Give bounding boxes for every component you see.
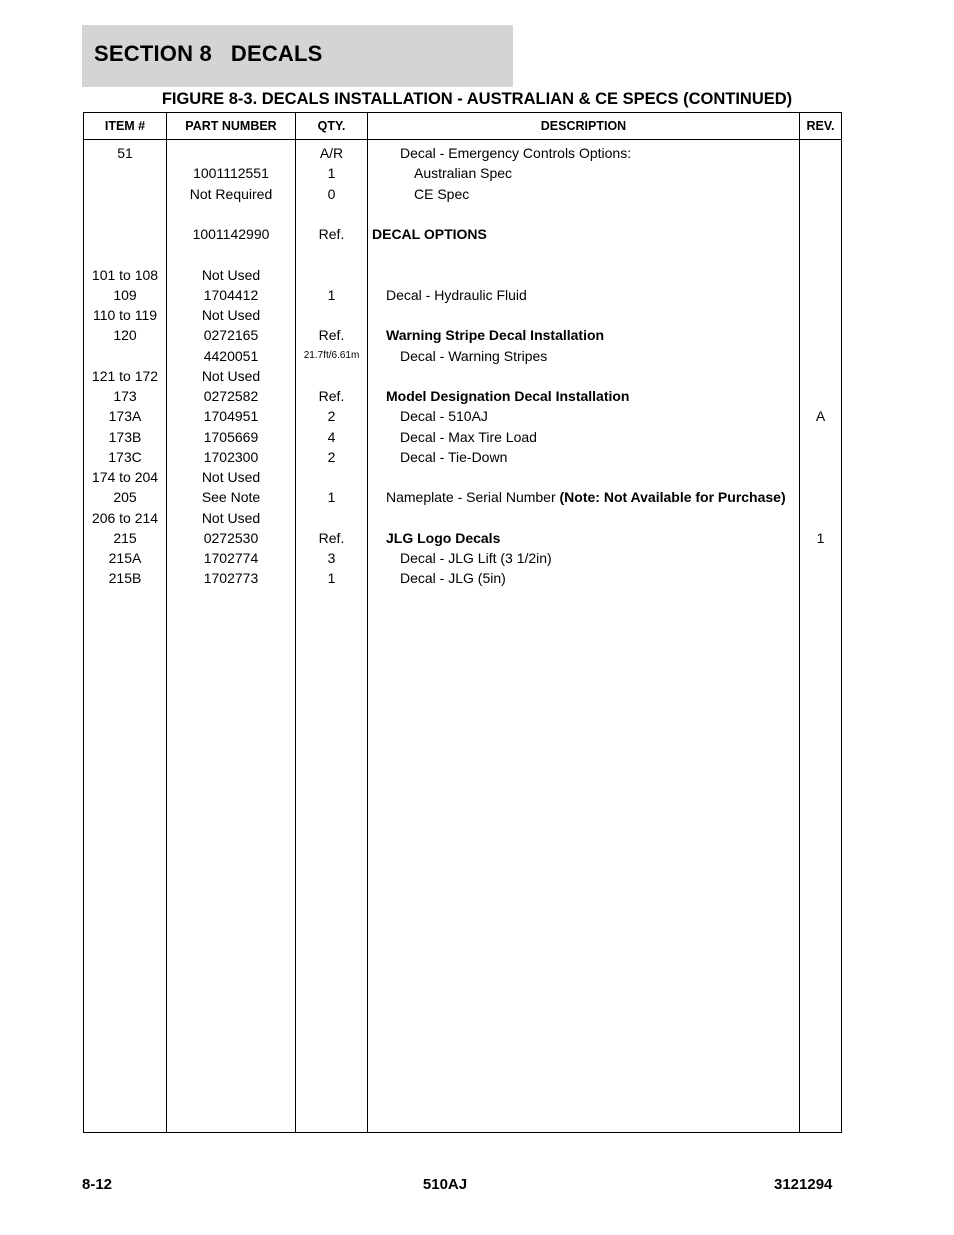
cell-qty: Ref. (296, 386, 368, 406)
footer-doc-number: 3121294 (774, 1176, 833, 1193)
cell-qty (296, 305, 368, 325)
header-item: ITEM # (84, 113, 167, 140)
cell-rev (800, 265, 842, 285)
cell-rev (800, 447, 842, 467)
cell-part-number: 0272530 (167, 528, 296, 548)
cell-item: 120 (84, 325, 167, 345)
cell-rev (800, 508, 842, 528)
cell-qty: 4 (296, 427, 368, 447)
cell-description (368, 184, 800, 204)
cell-rev (800, 244, 842, 264)
cell-part-number (167, 140, 296, 164)
cell-description (368, 140, 800, 164)
description-text: CE Spec (414, 185, 470, 202)
table-row (84, 568, 842, 588)
footer-model: 510AJ (422, 1176, 468, 1193)
description-text: Nameplate - Serial Number (386, 489, 560, 506)
description-text: Decal - Warning Stripes (400, 347, 548, 364)
cell-part-number: 0272582 (167, 386, 296, 406)
cell-description (368, 406, 800, 426)
table-row (84, 487, 842, 507)
cell-part-number: Not Required (167, 184, 296, 204)
section-title: SECTION 8 DECALS (94, 41, 323, 66)
cell-rev (800, 224, 842, 244)
table-row (84, 204, 842, 224)
cell-description (368, 427, 800, 447)
cell-item: 215B (84, 568, 167, 588)
cell-rev (800, 140, 842, 164)
cell-item (84, 204, 167, 224)
filler-cell (800, 589, 842, 1133)
cell-item: 205 (84, 487, 167, 507)
header-part-number: PART NUMBER (167, 113, 296, 140)
filler-cell (368, 589, 800, 1133)
cell-part-number: 1001112551 (167, 163, 296, 183)
cell-part-number: 0272165 (167, 325, 296, 345)
table-row (84, 140, 842, 164)
table-row (84, 265, 842, 285)
cell-qty: 1 (296, 163, 368, 183)
cell-description (368, 346, 800, 366)
description-text: Decal - JLG Lift (3 1/2in) (400, 550, 552, 567)
cell-item: 173A (84, 406, 167, 426)
cell-rev (800, 366, 842, 386)
cell-description (368, 244, 800, 264)
filler-cell (296, 589, 368, 1133)
cell-item (84, 184, 167, 204)
cell-rev: A (800, 406, 842, 426)
table-filler-row (84, 589, 842, 1133)
cell-qty: 1 (296, 285, 368, 305)
cell-rev (800, 285, 842, 305)
cell-item (84, 244, 167, 264)
cell-item: 173 (84, 386, 167, 406)
table-row (84, 285, 842, 305)
table-row (84, 467, 842, 487)
cell-part-number (167, 244, 296, 264)
cell-item: 121 to 172 (84, 366, 167, 386)
cell-description (368, 386, 800, 406)
table-row (84, 528, 842, 548)
table-row (84, 386, 842, 406)
table-row (84, 548, 842, 568)
cell-qty: 1 (296, 487, 368, 507)
table-row (84, 224, 842, 244)
cell-description (368, 487, 800, 507)
cell-item: 173C (84, 447, 167, 467)
section-banner (82, 25, 513, 87)
cell-qty: Ref. (296, 224, 368, 244)
table-row (84, 346, 842, 366)
cell-qty: Ref. (296, 325, 368, 345)
cell-item: 215A (84, 548, 167, 568)
cell-qty (296, 366, 368, 386)
cell-description (368, 447, 800, 467)
parts-table (83, 112, 842, 1133)
cell-item: 110 to 119 (84, 305, 167, 325)
cell-item: 101 to 108 (84, 265, 167, 285)
cell-qty (296, 265, 368, 285)
cell-part-number: 1705669 (167, 427, 296, 447)
cell-description (368, 366, 800, 386)
description-text: JLG Logo Decals (386, 529, 501, 546)
cell-item: 206 to 214 (84, 508, 167, 528)
description-text: Decal - Emergency Controls Options: (400, 145, 632, 162)
cell-item: 215 (84, 528, 167, 548)
footer-page-number: 8-12 (82, 1176, 113, 1193)
cell-rev (800, 467, 842, 487)
description-text: Decal - Tie-Down (400, 448, 508, 465)
cell-qty (296, 508, 368, 528)
cell-rev (800, 548, 842, 568)
cell-part-number: 1704951 (167, 406, 296, 426)
cell-qty: 21.7ft/6.61m (296, 346, 368, 366)
cell-description (368, 325, 800, 345)
cell-part-number: See Note (167, 487, 296, 507)
table-row (84, 305, 842, 325)
table-row (84, 366, 842, 386)
cell-rev (800, 568, 842, 588)
cell-part-number (167, 204, 296, 224)
table-row (84, 244, 842, 264)
cell-qty (296, 244, 368, 264)
cell-item (84, 224, 167, 244)
description-text: Decal - 510AJ (400, 408, 488, 425)
description-text: Model Designation Decal Installation (386, 388, 630, 405)
table-row (84, 427, 842, 447)
cell-description (368, 568, 800, 588)
description-text: Australian Spec (414, 165, 513, 182)
cell-description (368, 548, 800, 568)
cell-part-number: 4420051 (167, 346, 296, 366)
cell-description (368, 528, 800, 548)
cell-description (368, 265, 800, 285)
cell-part-number: Not Used (167, 467, 296, 487)
cell-part-number: Not Used (167, 305, 296, 325)
cell-description (368, 163, 800, 183)
cell-description (368, 224, 800, 244)
cell-item: 173B (84, 427, 167, 447)
cell-rev (800, 305, 842, 325)
description-text: Decal - Hydraulic Fluid (386, 286, 527, 303)
table-body (84, 140, 842, 1133)
description-text: Decal - Max Tire Load (400, 428, 537, 445)
cell-item (84, 346, 167, 366)
cell-part-number: 1702773 (167, 568, 296, 588)
cell-qty: A/R (296, 140, 368, 164)
cell-description (368, 467, 800, 487)
cell-item (84, 163, 167, 183)
cell-part-number: Not Used (167, 366, 296, 386)
description-text: Warning Stripe Decal Installation (386, 327, 605, 344)
cell-part-number: Not Used (167, 508, 296, 528)
cell-qty: Ref. (296, 528, 368, 548)
cell-rev (800, 204, 842, 224)
cell-rev (800, 427, 842, 447)
description-text: DECAL OPTIONS (372, 226, 487, 243)
cell-rev: 1 (800, 528, 842, 548)
cell-qty: 3 (296, 548, 368, 568)
cell-item: 109 (84, 285, 167, 305)
cell-part-number: 1001142990 (167, 224, 296, 244)
cell-part-number: 1702774 (167, 548, 296, 568)
cell-qty: 2 (296, 406, 368, 426)
header-qty: QTY. (296, 113, 368, 140)
table-row (84, 508, 842, 528)
cell-description (368, 204, 800, 224)
table-row (84, 184, 842, 204)
cell-rev (800, 325, 842, 345)
cell-part-number: 1702300 (167, 447, 296, 467)
cell-description (368, 305, 800, 325)
cell-part-number: Not Used (167, 265, 296, 285)
figure-title: FIGURE 8-3. DECALS INSTALLATION - AUSTRALIAN & CE SPECS (CONTINUED) (161, 90, 793, 108)
filler-cell (84, 589, 167, 1133)
cell-part-number: 1704412 (167, 285, 296, 305)
filler-cell (167, 589, 296, 1133)
table-row (84, 406, 842, 426)
table-row (84, 325, 842, 345)
table-row (84, 447, 842, 467)
header-rev: REV. (800, 113, 842, 140)
cell-qty (296, 467, 368, 487)
cell-qty (296, 204, 368, 224)
cell-rev (800, 487, 842, 507)
cell-description (368, 508, 800, 528)
cell-rev (800, 346, 842, 366)
cell-qty: 0 (296, 184, 368, 204)
header-description: DESCRIPTION (368, 113, 800, 140)
cell-description (368, 285, 800, 305)
cell-rev (800, 386, 842, 406)
cell-rev (800, 184, 842, 204)
cell-qty: 2 (296, 447, 368, 467)
cell-rev (800, 163, 842, 183)
description-text: Decal - JLG (5in) (400, 570, 506, 587)
cell-item: 51 (84, 140, 167, 164)
table-row (84, 163, 842, 183)
cell-qty: 1 (296, 568, 368, 588)
description-note: (Note: Not Available for Purchase) (559, 489, 786, 506)
table-header-row (84, 113, 842, 140)
cell-item: 174 to 204 (84, 467, 167, 487)
